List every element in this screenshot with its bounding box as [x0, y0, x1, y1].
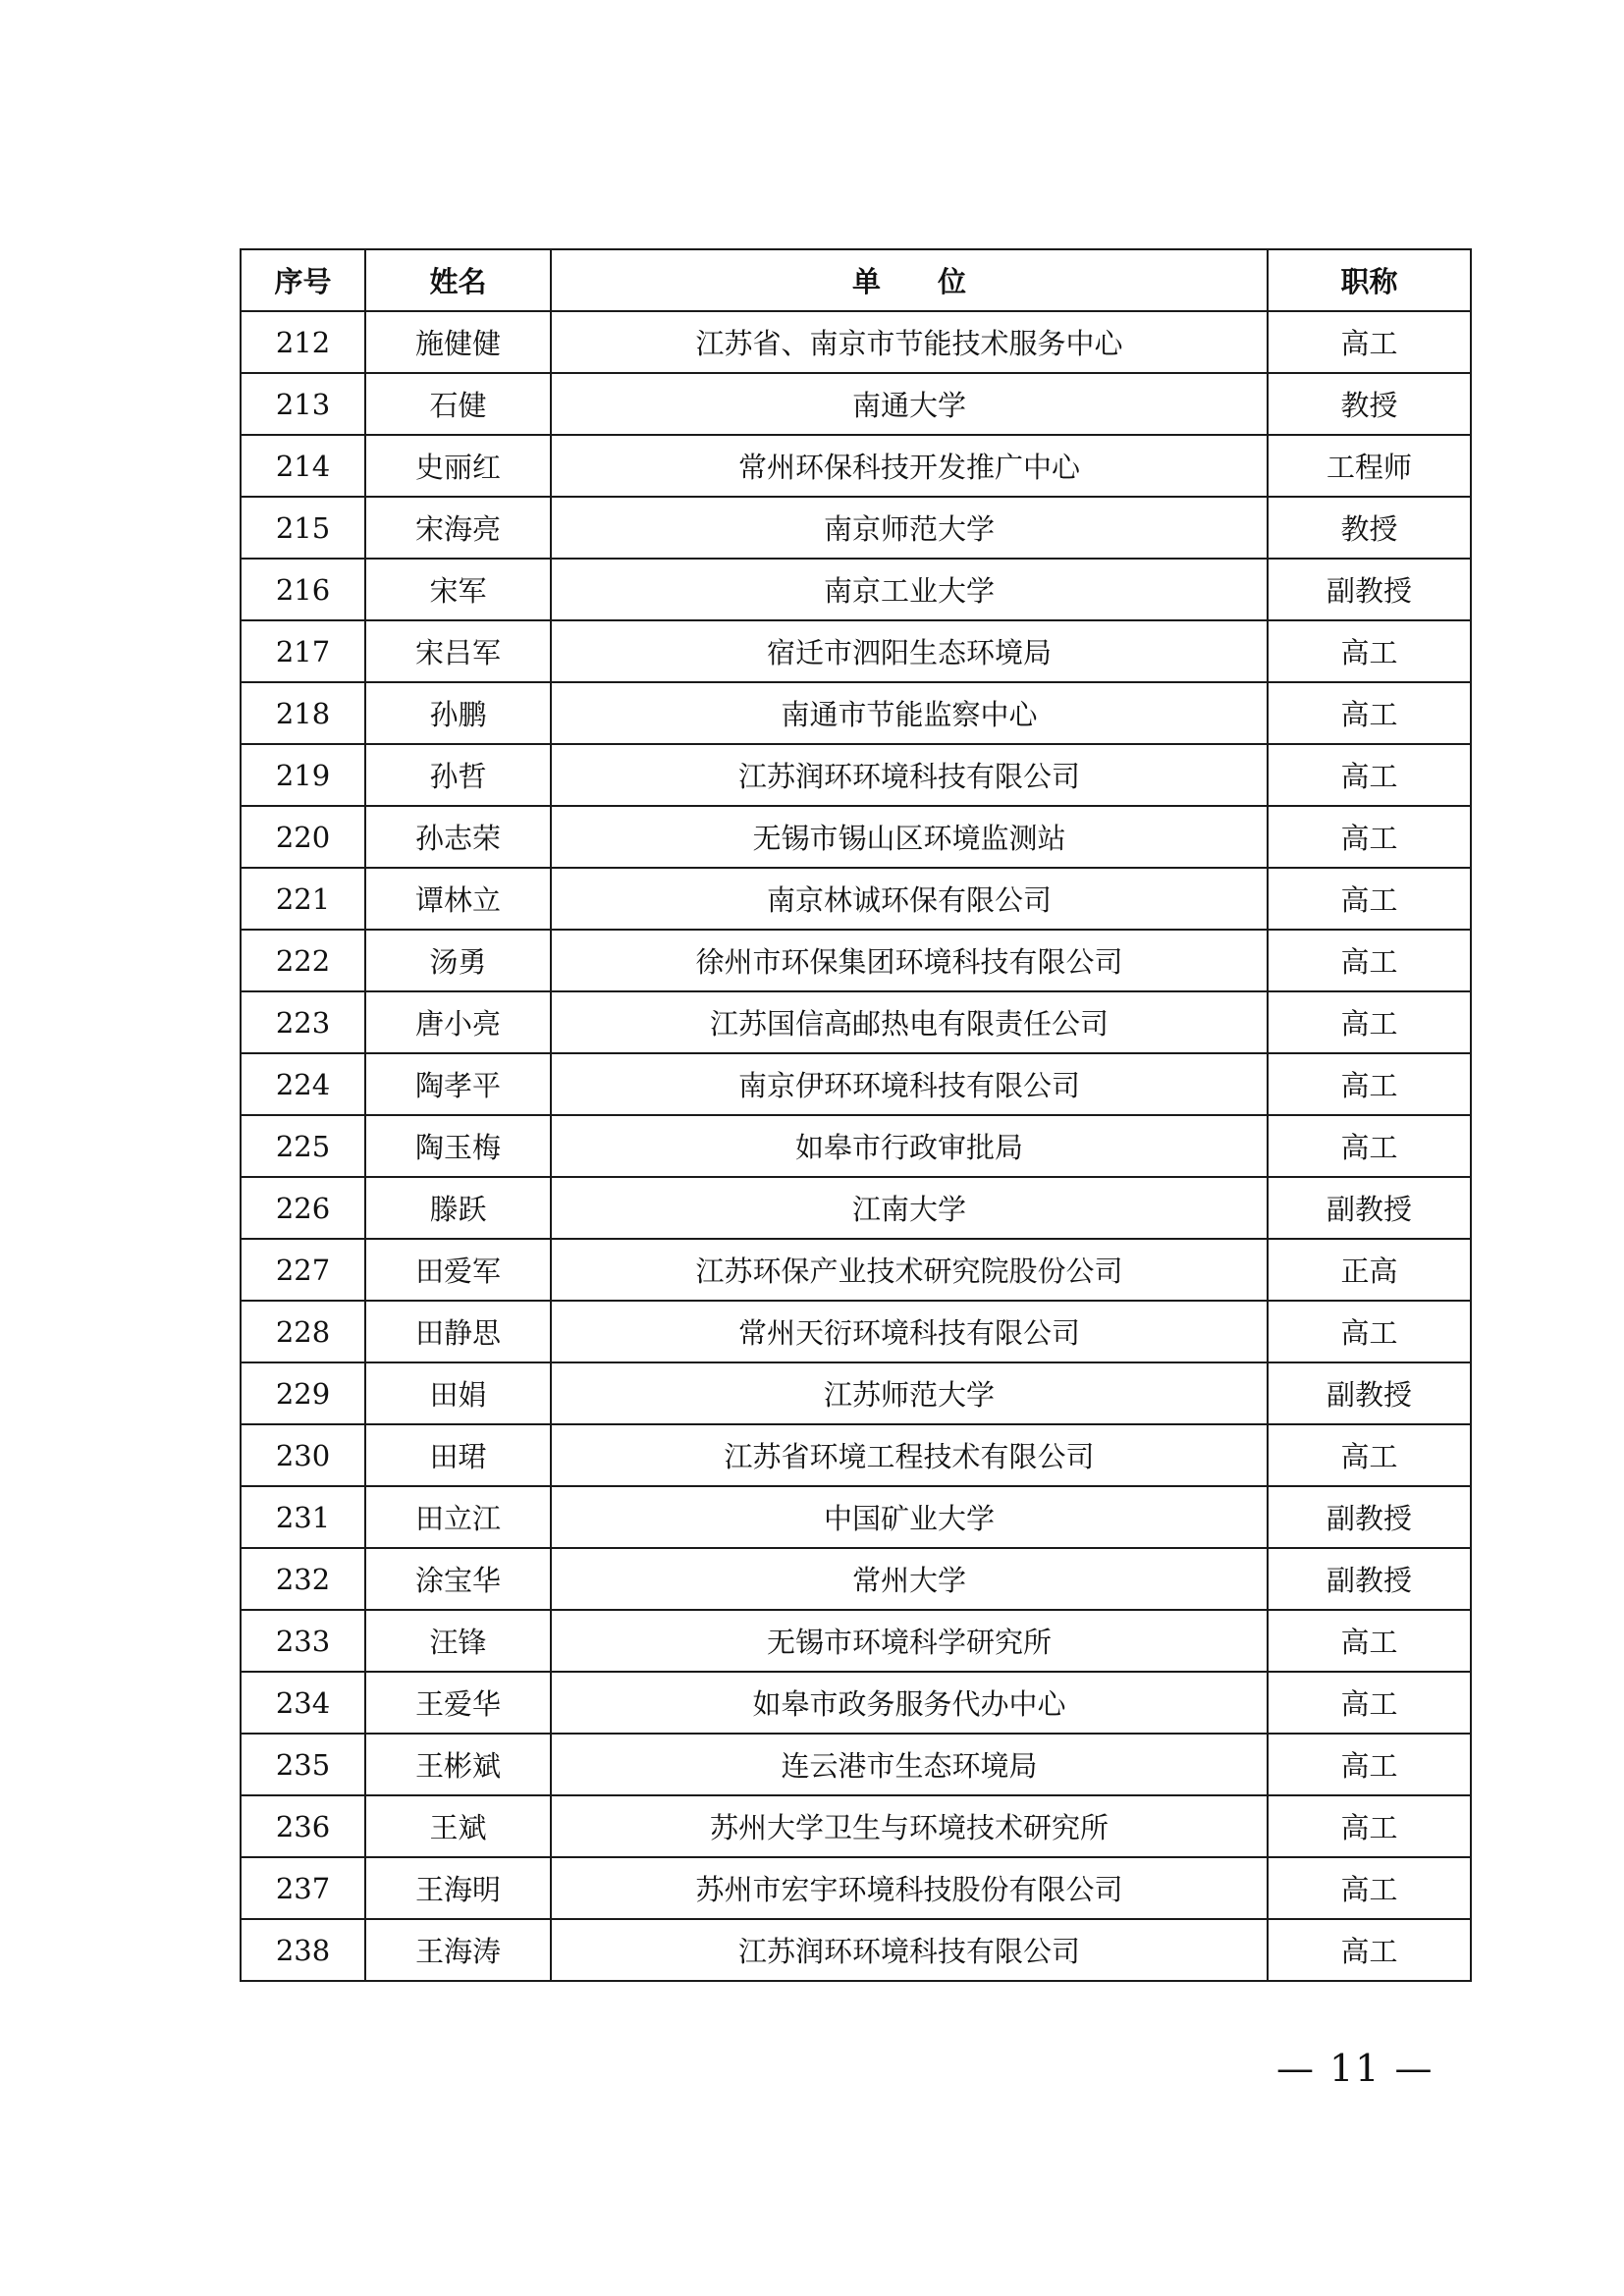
cell-unit: 连云港市生态环境局: [551, 1734, 1268, 1795]
cell-unit: 江苏师范大学: [551, 1362, 1268, 1424]
cell-name: 孙志荣: [365, 806, 551, 868]
table-row: [241, 744, 1471, 806]
cell-unit: 江苏省、南京市节能技术服务中心: [551, 311, 1268, 373]
cell-title: 副教授: [1268, 1548, 1471, 1610]
cell-name: 石健: [365, 373, 551, 435]
header-title: 职称: [1268, 249, 1471, 311]
table-row: [241, 1548, 1471, 1610]
cell-title: 高工: [1268, 1734, 1471, 1795]
cell-unit: 南通市节能监察中心: [551, 682, 1268, 744]
cell-title: 副教授: [1268, 1362, 1471, 1424]
cell-name: 王彬斌: [365, 1734, 551, 1795]
cell-no: 224: [241, 1053, 365, 1115]
cell-no: 226: [241, 1177, 365, 1239]
cell-title: 高工: [1268, 744, 1471, 806]
table-row: [241, 1053, 1471, 1115]
cell-unit: 江南大学: [551, 1177, 1268, 1239]
table-row: [241, 559, 1471, 620]
table-row: [241, 1486, 1471, 1548]
cell-no: 237: [241, 1857, 365, 1919]
header-unit: 单 位: [551, 249, 1268, 311]
cell-no: 223: [241, 991, 365, 1053]
cell-name: 田爱军: [365, 1239, 551, 1301]
cell-name: 施健健: [365, 311, 551, 373]
cell-name: 王海明: [365, 1857, 551, 1919]
cell-title: 高工: [1268, 806, 1471, 868]
cell-no: 215: [241, 497, 365, 559]
cell-title: 副教授: [1268, 1177, 1471, 1239]
cell-unit: 南京林诚环保有限公司: [551, 868, 1268, 930]
cell-title: 高工: [1268, 1795, 1471, 1857]
cell-title: 高工: [1268, 682, 1471, 744]
cell-name: 田静思: [365, 1301, 551, 1362]
cell-name: 田立江: [365, 1486, 551, 1548]
cell-name: 王爱华: [365, 1672, 551, 1734]
cell-title: 高工: [1268, 1919, 1471, 1981]
cell-no: 217: [241, 620, 365, 682]
table-body: [241, 311, 1471, 1981]
cell-title: 高工: [1268, 1424, 1471, 1486]
cell-title: 高工: [1268, 868, 1471, 930]
cell-unit: 常州天衍环境科技有限公司: [551, 1301, 1268, 1362]
cell-title: 正高: [1268, 1239, 1471, 1301]
table-row: [241, 1734, 1471, 1795]
cell-unit: 如皋市政务服务代办中心: [551, 1672, 1268, 1734]
cell-name: 田珺: [365, 1424, 551, 1486]
cell-no: 227: [241, 1239, 365, 1301]
cell-no: 218: [241, 682, 365, 744]
cell-no: 212: [241, 311, 365, 373]
cell-no: 238: [241, 1919, 365, 1981]
table-row: [241, 1177, 1471, 1239]
table-row: [241, 497, 1471, 559]
cell-unit: 常州环保科技开发推广中心: [551, 435, 1268, 497]
page-number: — 11 —: [1276, 2047, 1435, 2090]
cell-title: 高工: [1268, 620, 1471, 682]
cell-unit: 江苏润环环境科技有限公司: [551, 744, 1268, 806]
cell-no: 230: [241, 1424, 365, 1486]
cell-name: 史丽红: [365, 435, 551, 497]
cell-unit: 江苏环保产业技术研究院股份公司: [551, 1239, 1268, 1301]
cell-name: 田娟: [365, 1362, 551, 1424]
table-row: [241, 991, 1471, 1053]
table-row: [241, 311, 1471, 373]
cell-name: 孙鹏: [365, 682, 551, 744]
cell-unit: 徐州市环保集团环境科技有限公司: [551, 930, 1268, 991]
cell-no: 216: [241, 559, 365, 620]
cell-no: 234: [241, 1672, 365, 1734]
cell-no: 222: [241, 930, 365, 991]
cell-unit: 如皋市行政审批局: [551, 1115, 1268, 1177]
table-row: [241, 1919, 1471, 1981]
table-header-row: [241, 249, 1471, 311]
cell-unit: 无锡市锡山区环境监测站: [551, 806, 1268, 868]
header-no: 序号: [241, 249, 365, 311]
cell-no: 233: [241, 1610, 365, 1672]
cell-no: 219: [241, 744, 365, 806]
cell-no: 213: [241, 373, 365, 435]
table-row: [241, 1672, 1471, 1734]
cell-title: 教授: [1268, 373, 1471, 435]
cell-name: 孙哲: [365, 744, 551, 806]
cell-title: 高工: [1268, 1115, 1471, 1177]
cell-name: 汪锋: [365, 1610, 551, 1672]
cell-unit: 宿迁市泗阳生态环境局: [551, 620, 1268, 682]
cell-unit: 江苏国信高邮热电有限责任公司: [551, 991, 1268, 1053]
cell-no: 221: [241, 868, 365, 930]
cell-unit: 江苏润环环境科技有限公司: [551, 1919, 1268, 1981]
cell-name: 陶玉梅: [365, 1115, 551, 1177]
table-row: [241, 868, 1471, 930]
table-row: [241, 1115, 1471, 1177]
cell-unit: 江苏省环境工程技术有限公司: [551, 1424, 1268, 1486]
cell-title: 高工: [1268, 1301, 1471, 1362]
cell-name: 唐小亮: [365, 991, 551, 1053]
cell-title: 高工: [1268, 311, 1471, 373]
table-row: [241, 1610, 1471, 1672]
cell-unit: 苏州市宏宇环境科技股份有限公司: [551, 1857, 1268, 1919]
cell-unit: 苏州大学卫生与环境技术研究所: [551, 1795, 1268, 1857]
cell-unit: 南通大学: [551, 373, 1268, 435]
table-row: [241, 1857, 1471, 1919]
cell-no: 235: [241, 1734, 365, 1795]
table-row: [241, 1301, 1471, 1362]
cell-no: 214: [241, 435, 365, 497]
cell-no: 220: [241, 806, 365, 868]
cell-title: 工程师: [1268, 435, 1471, 497]
table-row: [241, 806, 1471, 868]
cell-unit: 南京师范大学: [551, 497, 1268, 559]
cell-title: 副教授: [1268, 1486, 1471, 1548]
cell-title: 高工: [1268, 1053, 1471, 1115]
cell-no: 232: [241, 1548, 365, 1610]
cell-unit: 南京工业大学: [551, 559, 1268, 620]
cell-no: 236: [241, 1795, 365, 1857]
table-row: [241, 682, 1471, 744]
header-name: 姓名: [365, 249, 551, 311]
table-row: [241, 1239, 1471, 1301]
cell-title: 高工: [1268, 1610, 1471, 1672]
cell-name: 陶孝平: [365, 1053, 551, 1115]
cell-name: 汤勇: [365, 930, 551, 991]
cell-unit: 无锡市环境科学研究所: [551, 1610, 1268, 1672]
cell-title: 高工: [1268, 1857, 1471, 1919]
cell-no: 229: [241, 1362, 365, 1424]
cell-no: 228: [241, 1301, 365, 1362]
cell-title: 教授: [1268, 497, 1471, 559]
cell-unit: 南京伊环环境科技有限公司: [551, 1053, 1268, 1115]
cell-title: 副教授: [1268, 559, 1471, 620]
table-row: [241, 1362, 1471, 1424]
cell-no: 231: [241, 1486, 365, 1548]
cell-name: 谭林立: [365, 868, 551, 930]
cell-title: 高工: [1268, 1672, 1471, 1734]
cell-title: 高工: [1268, 991, 1471, 1053]
cell-name: 宋军: [365, 559, 551, 620]
cell-name: 涂宝华: [365, 1548, 551, 1610]
cell-name: 滕跃: [365, 1177, 551, 1239]
expert-list-table: [240, 248, 1472, 1982]
table-row: [241, 620, 1471, 682]
table-row: [241, 1424, 1471, 1486]
cell-unit: 中国矿业大学: [551, 1486, 1268, 1548]
table-row: [241, 373, 1471, 435]
cell-title: 高工: [1268, 930, 1471, 991]
cell-name: 宋海亮: [365, 497, 551, 559]
cell-name: 王海涛: [365, 1919, 551, 1981]
table-row: [241, 1795, 1471, 1857]
table-row: [241, 435, 1471, 497]
cell-no: 225: [241, 1115, 365, 1177]
cell-name: 宋吕军: [365, 620, 551, 682]
cell-unit: 常州大学: [551, 1548, 1268, 1610]
cell-name: 王斌: [365, 1795, 551, 1857]
table-row: [241, 930, 1471, 991]
